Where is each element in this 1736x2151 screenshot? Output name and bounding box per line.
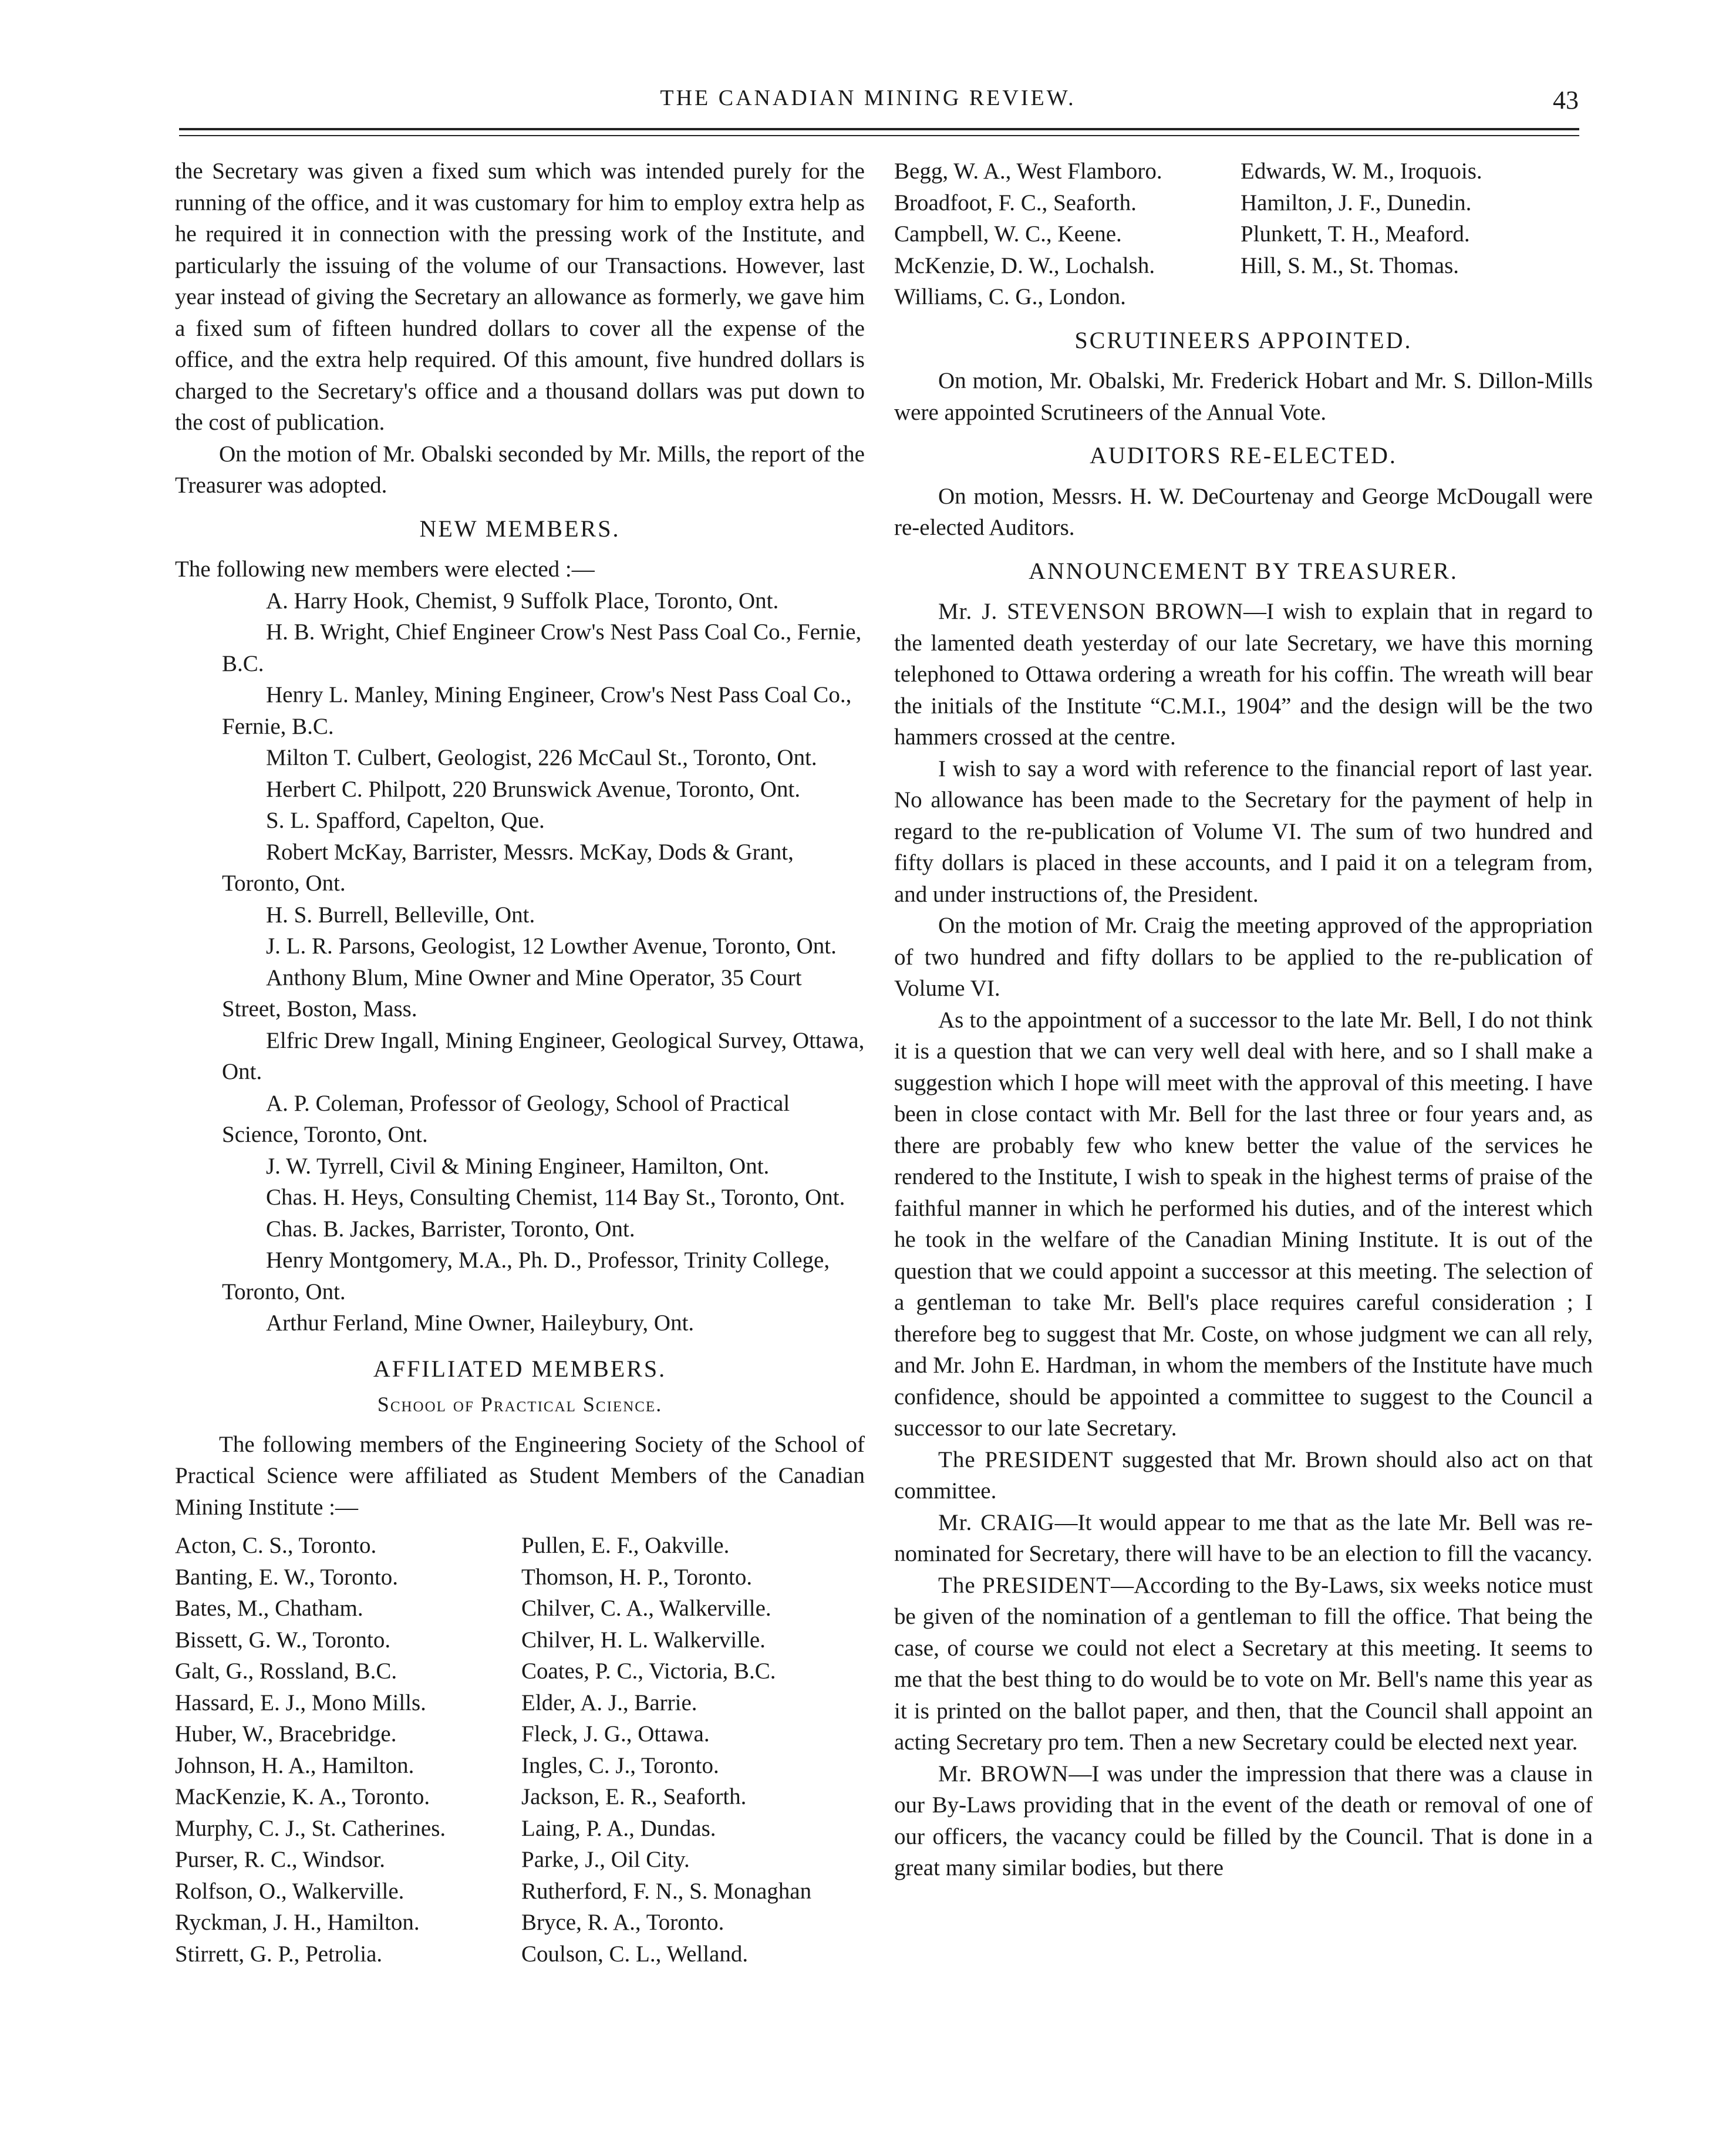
affiliated-member-entry: Johnson, H. A., Hamilton. (175, 1752, 414, 1778)
header-rule-bottom (179, 135, 1579, 136)
affiliated-member-entry: Ingles, C. J., Toronto. (521, 1752, 719, 1778)
affiliated-member-entry: Bates, M., Chatham. (175, 1596, 363, 1621)
affiliated-members-continued (894, 156, 1593, 313)
scrutineers-text: On motion, Mr. Obalski, Mr. Frederick Hobart and Mr. S. Dillon-Mills were appointed Scrutineers of the Annual Vote. (894, 368, 1593, 425)
affiliated-member-entry: MacKenzie, K. A., Toronto. (175, 1784, 430, 1809)
new-member-entry: Milton T. Culbert, Geologist, 226 McCaul St., Toronto, Ont. (266, 745, 817, 770)
affiliated-member-entry: Murphy, C. J., St. Catherines. (175, 1815, 446, 1841)
affiliated-member-entry: Rolfson, O., Walkerville. (175, 1878, 404, 1904)
announcement-text-7: —According to the By-Laws, six weeks notice must be given of the nomination of a gentleman to fill the office. That being the case, of course we could not elect a Secretary at this meeting. It seems to me that the best thing to do would be to vote on Mr. Bell's name this year as it is printed on the ballot paper, and then, that the Council shall appoint an acting Secretary pro tem. Then a new Secretary could be elected next year. (894, 1572, 1593, 1755)
announcement-paragraph-7 (894, 1570, 1593, 1758)
affiliated-member-entry: Acton, C. S., Toronto. (175, 1533, 377, 1558)
affiliated-member-entry (1241, 281, 1593, 313)
affiliated-member-entry: Laing, P. A., Dundas. (521, 1815, 716, 1841)
new-member-entry: Anthony Blum, Mine Owner and Mine Operator, 35 Court Street, Boston, Mass. (222, 965, 802, 1021)
announcement-paragraph-3: On the motion of Mr. Craig the meeting approved of the appropriation of two hundred and fifty dollars to be applied to the re-publication of Volume VI. (894, 913, 1593, 1001)
left-column (175, 156, 865, 1970)
speaker-president: The PRESIDENT (938, 1572, 1111, 1598)
affiliated-member-entry: Coulson, C. L., Welland. (521, 1941, 749, 1967)
announcement-text-1: —I wish to explain that in regard to the lamented death yesterday of our late Secretary, we have this morning telephoned to Ottawa ordering a wreath for his coffin. The wreath will bear the initials of the Institute “C.M.I., 1904” and the design will be the two hammers crossed at the centre. (894, 599, 1593, 750)
new-member-entry: Chas. B. Jackes, Barrister, Toronto, Ont. (266, 1216, 635, 1242)
affiliated-member-entry: Rutherford, F. N., S. Monaghan (521, 1878, 812, 1904)
page-number: 43 (1553, 86, 1579, 114)
announcement-paragraph-1 (894, 596, 1593, 753)
new-member-entry: Herbert C. Philpott, 220 Brunswick Avenue, Toronto, Ont. (266, 776, 801, 802)
running-title: THE CANADIAN MINING REVIEW. (660, 86, 1076, 110)
new-member-entry: H. S. Burrell, Belleville, Ont. (266, 902, 535, 928)
header-rule-top (179, 128, 1579, 130)
affiliated-member-entry: Jackson, E. R., Seaforth. (521, 1784, 747, 1809)
affiliated-member-entry: Campbell, W. C., Keene. (894, 221, 1122, 247)
affiliated-member-entry: Chilver, H. L. Walkerville. (521, 1627, 766, 1653)
announcement-text-6: —It would appear to me that as the late Mr. Bell was re-nominated for Secretary, there will have to be an election to fill the vacancy. (894, 1509, 1593, 1566)
affiliated-member-entry: Stirrett, G. P., Petrolia. (175, 1941, 383, 1967)
announcement-text-8: —I was under the impression that there was a clause in our By-Laws providing that in the event of the death or removal of one of our officers, the vacancy could be filled by the Council. That is done in a great many similar bodies, but there (894, 1761, 1593, 1880)
new-member-entry: H. B. Wright, Chief Engineer Crow's Nest Pass Coal Co., Fernie, B.C. (222, 619, 862, 676)
affiliated-member-entry: Pullen, E. F., Oakville. (521, 1533, 730, 1558)
new-member-entry: Arthur Ferland, Mine Owner, Haileybury, Ont. (266, 1310, 695, 1336)
treasurer-motion: On the motion of Mr. Obalski seconded by Mr. Mills, the report of the Treasurer was adopted. (175, 441, 865, 498)
affiliated-member-entry: Broadfoot, F. C., Seaforth. (894, 190, 1137, 215)
announcement-text-5: suggested that Mr. Brown should also act on that committee. (894, 1447, 1593, 1503)
affiliated-member-entry: Bissett, G. W., Toronto. (175, 1627, 391, 1653)
new-member-entry: J. L. R. Parsons, Geologist, 12 Lowther Avenue, Toronto, Ont. (266, 933, 837, 959)
new-member-entry: Henry L. Manley, Mining Engineer, Crow's Nest Pass Coal Co., Fernie, B.C. (222, 682, 852, 739)
new-member-entry: A. Harry Hook, Chemist, 9 Suffolk Place, Toronto, Ont. (266, 588, 779, 613)
affiliated-member-entry: Parke, J., Oil City. (521, 1847, 690, 1872)
affiliated-member-entry: Edwards, W. M., Iroquois. (1241, 159, 1482, 184)
affiliated-member-entry: Bryce, R. A., Toronto. (521, 1910, 724, 1935)
affiliated-member-entry: Begg, W. A., West Flamboro. (894, 159, 1162, 184)
affiliated-member-entry: Thomson, H. P., Toronto. (521, 1564, 753, 1590)
announcement-paragraph-4: As to the appointment of a successor to the late Mr. Bell, I do not think it is a question that we can very well deal with here, and so I shall make a suggestion which I hope will meet with the approval of this meeting. I have been in close contact with Mr. Bell for the last three or four years and, as there are probably few who knew better the value of the services he rendered to the Institute, I wish to speak in the highest terms of praise of the faithful manner in which he performed his duties, and of the interest which he took in the welfare of the Canadian Mining Institute. It is out of the question that we could appoint a successor at this meeting. The selection of a gentleman to take Mr. Bell's place requires careful consideration ; I therefore beg to suggest that Mr. Coste, on whose judgment we can all rely, and Mr. John E. Hardman, in whom the members of the Institute have much confidence, should be appointed a committee to suggest to the Council a successor to our late Secretary. (894, 1007, 1593, 1441)
new-member-entry: Robert McKay, Barrister, Messrs. McKay, Dods & Grant, Toronto, Ont. (222, 839, 794, 896)
affiliated-member-entry: Huber, W., Bracebridge. (175, 1721, 397, 1747)
announcement-paragraph-6 (894, 1507, 1593, 1570)
affiliated-member-entry: Elder, A. J., Barrie. (521, 1690, 697, 1715)
new-member-entry: Chas. H. Heys, Consulting Chemist, 114 Bay St., Toronto, Ont. (266, 1185, 845, 1210)
right-column (894, 156, 1593, 1884)
affiliated-member-entry: Purser, R. C., Windsor. (175, 1847, 386, 1872)
affiliated-member-entry: Galt, G., Rossland, B.C. (175, 1658, 397, 1684)
new-member-entry: Henry Montgomery, M.A., Ph. D., Professor, Trinity College, Toronto, Ont. (222, 1248, 830, 1304)
affiliated-member-entry: McKenzie, D. W., Lochalsh. (894, 252, 1155, 278)
affiliated-member-entry: Williams, C. G., London. (894, 284, 1126, 309)
affiliated-member-entry: Plunkett, T. H., Meaford. (1241, 221, 1470, 247)
auditors-heading: AUDITORS RE-ELECTED. (1090, 442, 1397, 468)
new-member-entry: Elfric Drew Ingall, Mining Engineer, Geological Survey, Ottawa, Ont. (222, 1027, 865, 1084)
speaker-craig: Mr. CRAIG (938, 1509, 1055, 1535)
affiliated-member-entry: Hassard, E. J., Mono Mills. (175, 1690, 426, 1715)
scrutineers-heading: SCRUTINEERS APPOINTED. (1074, 326, 1413, 353)
treasurer-report-paragraph: the Secretary was given a fixed sum which was intended purely for the running of the office, and it was customary for him to employ extra help as he required it in connection with the pressing work of the Institute, and particularly the issuing of the volume of our Transactions. However, last year instead of giving the Secretary an allowance as formerly, we gave him a fixed sum of fifteen hundred dollars to cover all the expense of the office, and the extra help required. Of this amount, five hundred dollars is charged to the Secretary's office and a thousand dollars was put down to the cost of publication. (175, 159, 865, 435)
new-member-entry: S. L. Spafford, Capelton, Que. (266, 808, 545, 833)
affiliated-member-entry: Fleck, J. G., Ottawa. (521, 1721, 710, 1747)
announcement-heading: ANNOUNCEMENT BY TREASURER. (1029, 557, 1458, 584)
affiliated-member-entry: Chilver, C. A., Walkerville. (521, 1596, 771, 1621)
affiliated-member-entry: Banting, E. W., Toronto. (175, 1564, 399, 1590)
speaker-brown: Mr. BROWN (938, 1761, 1069, 1786)
new-member-entry: A. P. Coleman, Professor of Geology, School of Practical Science, Toronto, Ont. (222, 1090, 790, 1147)
affiliated-members-subheading: School of Practical Science. (377, 1393, 663, 1416)
announcement-paragraph-5 (894, 1444, 1593, 1507)
new-member-entry: J. W. Tyrrell, Civil & Mining Engineer, Hamilton, Ont. (266, 1153, 770, 1179)
announcement-paragraph-2: I wish to say a word with reference to the financial report of last year. No allowance has been made to the Secretary for the payment of help in regard to the re-publication of Volume VI. The sum of two hundred and fifty dollars is placed in these accounts, and I paid it on a telegram from, and under instructions of, the President. (894, 756, 1593, 907)
page-header (0, 0, 1736, 147)
new-members-heading: NEW MEMBERS. (419, 515, 621, 542)
new-members-list (175, 585, 865, 1339)
affiliated-member-entry: Coates, P. C., Victoria, B.C. (521, 1658, 776, 1684)
speaker-brown: Mr. J. STEVENSON BROWN (938, 599, 1244, 624)
announcement-paragraph-8 (894, 1758, 1593, 1884)
affiliated-members-intro: The following members of the Engineering Society of the School of Practical Science were affiliated as Student Members of the Canadian Mining Institute :— (175, 1431, 865, 1520)
affiliated-member-entry: Hill, S. M., St. Thomas. (1241, 252, 1459, 278)
new-members-intro: The following new members were elected :— (175, 557, 595, 582)
affiliated-member-entry: Hamilton, J. F., Dunedin. (1241, 190, 1472, 215)
affiliated-member-entry: Ryckman, J. H., Hamilton. (175, 1910, 420, 1935)
affiliated-members-list (175, 1530, 865, 1970)
affiliated-members-heading: AFFILIATED MEMBERS. (373, 1355, 667, 1382)
speaker-president: The PRESIDENT (938, 1447, 1114, 1472)
auditors-text: On motion, Messrs. H. W. DeCourtenay and George McDougall were re-elected Auditors. (894, 483, 1593, 540)
